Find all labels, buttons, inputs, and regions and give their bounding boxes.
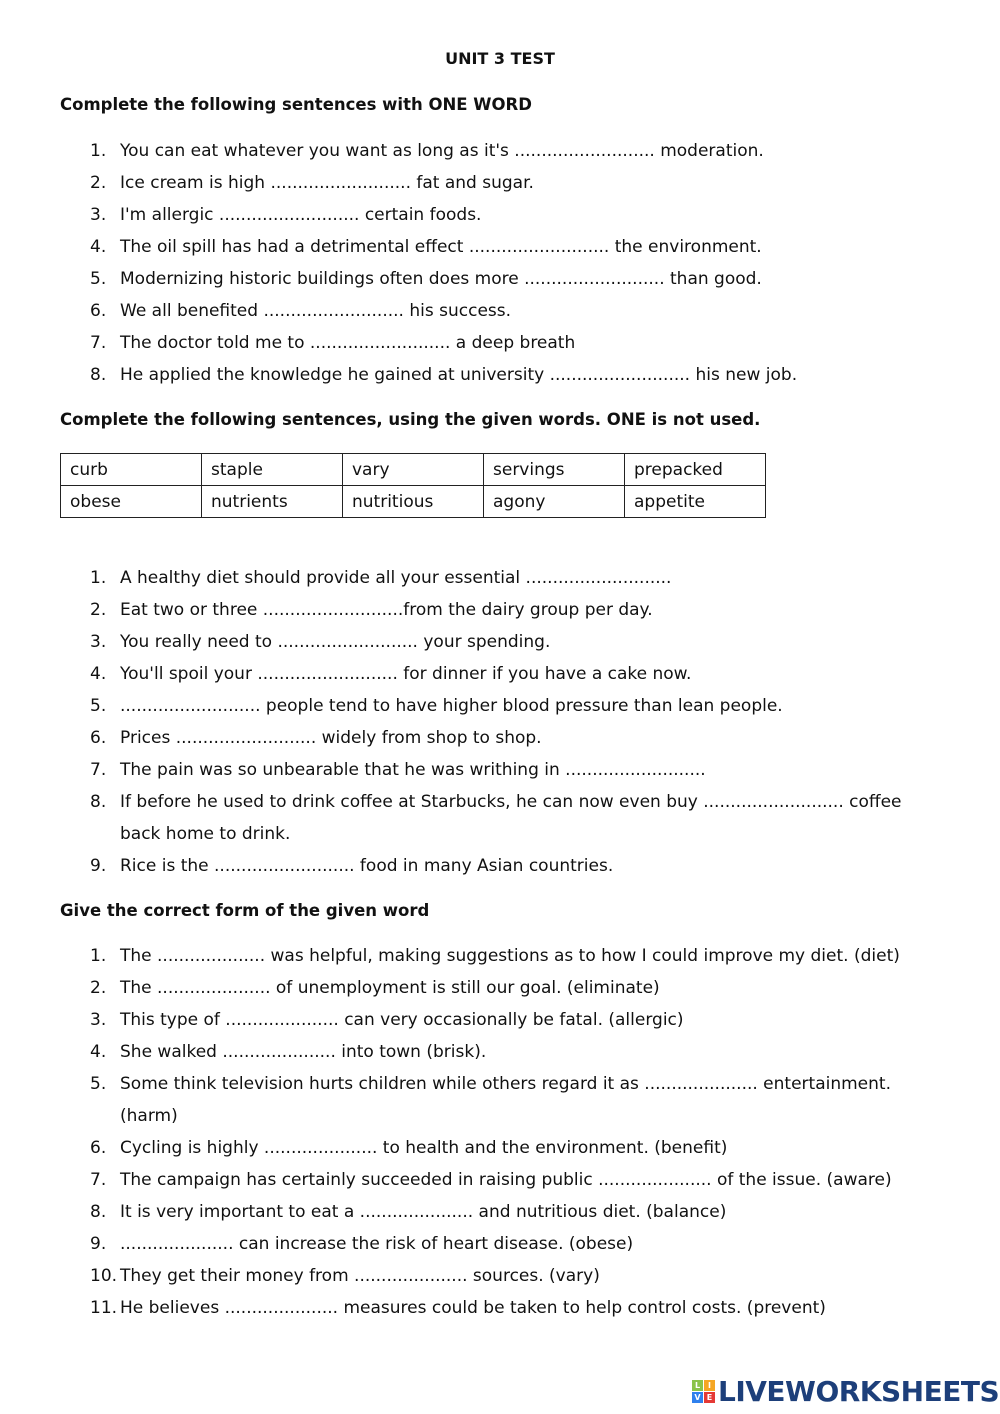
- item-number: 1.: [90, 141, 107, 161]
- item-number: 7.: [90, 1170, 107, 1190]
- list-item: [60, 850, 940, 882]
- badge-letter: I: [704, 1380, 715, 1391]
- item-number: 2.: [90, 600, 107, 620]
- list-item: [60, 295, 940, 327]
- item-text: We all benefited .......................... his success.: [120, 301, 512, 321]
- word-cell: appetite: [625, 486, 766, 518]
- list-item: [60, 199, 940, 231]
- word-table: [60, 453, 766, 518]
- item-text: It is very important to eat a ..................... and nutritious diet. (balance): [120, 1202, 727, 1222]
- table-row: [61, 454, 766, 486]
- liveworksheets-logo: [692, 1375, 999, 1408]
- list-item: [60, 940, 940, 972]
- item-text: Some think television hurts children while others regard it as ..................... entertainment. (harm): [120, 1074, 891, 1126]
- item-number: 5.: [90, 696, 107, 716]
- badge-letter: V: [692, 1392, 703, 1403]
- item-text: This type of ..................... can very occasionally be fatal. (allergic): [120, 1010, 684, 1030]
- item-number: 2.: [90, 173, 107, 193]
- item-number: 8.: [90, 792, 107, 812]
- item-number: 5.: [90, 269, 107, 289]
- item-number: 5.: [90, 1074, 107, 1094]
- list-item: [60, 658, 940, 690]
- item-number: 3.: [90, 1010, 107, 1030]
- item-number: 4.: [90, 664, 107, 684]
- item-text: He believes ..................... measures could be taken to help control costs. (prevent): [120, 1298, 826, 1318]
- list-item: [60, 1292, 940, 1324]
- item-text: Cycling is highly ..................... to health and the environment. (benefit): [120, 1138, 728, 1158]
- item-text: The ..................... of unemployment is still our goal. (eliminate): [120, 978, 660, 998]
- item-number: 6.: [90, 301, 107, 321]
- list-item: [60, 231, 940, 263]
- item-number: 2.: [90, 978, 107, 998]
- item-text: You'll spoil your .......................... for dinner if you have a cake now.: [120, 664, 692, 684]
- list-item: [60, 1132, 940, 1164]
- word-cell: prepacked: [625, 454, 766, 486]
- section1-heading: Complete the following sentences with ONE WORD: [60, 95, 532, 114]
- item-text: The oil spill has had a detrimental effect .......................... the environment.: [120, 237, 762, 257]
- item-number: 3.: [90, 205, 107, 225]
- item-text: A healthy diet should provide all your essential ...........................: [120, 568, 672, 588]
- item-number: 4.: [90, 1042, 107, 1062]
- list-item: [60, 1260, 940, 1292]
- list-item: [60, 1228, 940, 1260]
- brand-name: LIVEWORKSHEETS: [718, 1375, 1000, 1408]
- section2-list: [60, 562, 940, 882]
- item-number: 9.: [90, 856, 107, 876]
- list-item: [60, 167, 940, 199]
- list-item: [60, 594, 940, 626]
- word-cell: nutritious: [343, 486, 484, 518]
- item-text: I'm allergic .......................... certain foods.: [120, 205, 482, 225]
- item-number: 8.: [90, 365, 107, 385]
- item-text: She walked ..................... into town (brisk).: [120, 1042, 487, 1062]
- word-cell: servings: [484, 454, 625, 486]
- item-number: 7.: [90, 333, 107, 353]
- item-text: You really need to .......................... your spending.: [120, 632, 551, 652]
- item-number: 10.: [90, 1266, 118, 1286]
- item-number: 1.: [90, 568, 107, 588]
- list-item: [60, 1164, 940, 1196]
- item-text: They get their money from ..................... sources. (vary): [120, 1266, 600, 1286]
- badge-letter: E: [704, 1392, 715, 1403]
- item-number: 6.: [90, 728, 107, 748]
- item-text: ..................... can increase the risk of heart disease. (obese): [120, 1234, 634, 1254]
- section2-heading: Complete the following sentences, using the given words. ONE is not used.: [60, 410, 761, 429]
- word-cell: curb: [61, 454, 202, 486]
- word-cell: obese: [61, 486, 202, 518]
- list-item: [60, 754, 940, 786]
- item-number: 8.: [90, 1202, 107, 1222]
- list-item: [60, 562, 940, 594]
- section1-list: [60, 135, 940, 391]
- item-text: .......................... people tend to have higher blood pressure than lean people.: [120, 696, 783, 716]
- section3-list: [60, 940, 940, 1324]
- list-item: [60, 972, 940, 1004]
- badge-letter: L: [692, 1380, 703, 1391]
- list-item: [60, 1196, 940, 1228]
- list-item: [60, 327, 940, 359]
- list-item: [60, 135, 940, 167]
- list-item: [60, 786, 940, 850]
- list-item: [60, 690, 940, 722]
- item-number: 1.: [90, 946, 107, 966]
- item-text: Prices .......................... widely from shop to shop.: [120, 728, 542, 748]
- section3-heading: Give the correct form of the given word: [60, 901, 430, 920]
- item-text: The campaign has certainly succeeded in raising public ..................... of the issue. (aware): [120, 1170, 892, 1190]
- item-text: Ice cream is high .......................... fat and sugar.: [120, 173, 534, 193]
- word-cell: vary: [343, 454, 484, 486]
- item-text: The doctor told me to .......................... a deep breath: [120, 333, 576, 353]
- item-number: 7.: [90, 760, 107, 780]
- word-cell: agony: [484, 486, 625, 518]
- item-text: He applied the knowledge he gained at university .......................... his new job.: [120, 365, 798, 385]
- item-text: Eat two or three ..........................from the dairy group per day.: [120, 600, 653, 620]
- word-cell: nutrients: [202, 486, 343, 518]
- item-text: Rice is the .......................... food in many Asian countries.: [120, 856, 614, 876]
- list-item: [60, 263, 940, 295]
- item-number: 11.: [90, 1298, 118, 1318]
- word-cell: staple: [202, 454, 343, 486]
- item-text: If before he used to drink coffee at Starbucks, he can now even buy .......................... coffee back home to drink.: [120, 792, 902, 844]
- item-text: Modernizing historic buildings often does more .......................... than good.: [120, 269, 762, 289]
- page-title: UNIT 3 TEST: [445, 49, 555, 68]
- item-number: 3.: [90, 632, 107, 652]
- item-number: 9.: [90, 1234, 107, 1254]
- list-item: [60, 1068, 940, 1132]
- list-item: [60, 626, 940, 658]
- item-text: The pain was so unbearable that he was writhing in ..........................: [120, 760, 706, 780]
- table-row: [61, 486, 766, 518]
- item-text: The .................... was helpful, making suggestions as to how I could improve my diet. (diet): [120, 946, 900, 966]
- list-item: [60, 359, 940, 391]
- live-badge-icon: [692, 1380, 715, 1403]
- item-text: You can eat whatever you want as long as it's .......................... moderation.: [120, 141, 764, 161]
- item-number: 4.: [90, 237, 107, 257]
- list-item: [60, 722, 940, 754]
- item-number: 6.: [90, 1138, 107, 1158]
- list-item: [60, 1004, 940, 1036]
- list-item: [60, 1036, 940, 1068]
